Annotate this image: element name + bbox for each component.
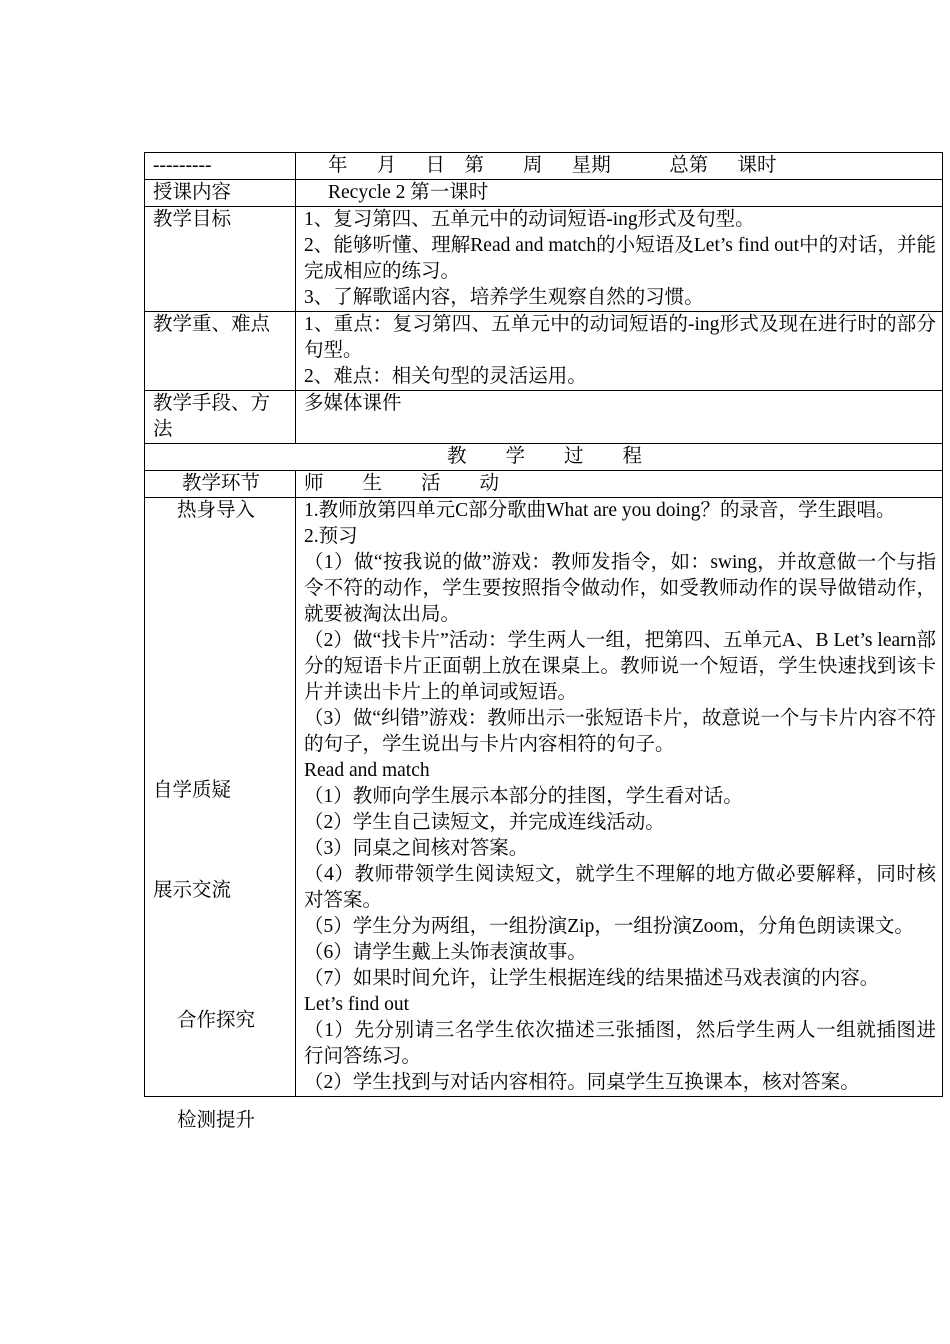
activity-item: （4）教师带领学生阅读短文，就学生不理解的地方做必要解释，同时核对答案。 xyxy=(304,864,936,911)
topic-label: 授课内容 xyxy=(145,180,296,207)
activity-item: （2）学生找到与对话内容相符。同桌学生互换课本，核对答案。 xyxy=(304,1072,860,1093)
process-header-row xyxy=(145,471,943,498)
process-title-row xyxy=(145,444,943,471)
steps-cell xyxy=(145,498,296,1131)
step-label: 展示交流 xyxy=(153,880,232,901)
activity-item: （5）学生分为两组，一组扮演Zip，一组扮演Zoom，分角色朗读课文。 xyxy=(304,916,914,937)
activity-item: （1）先分别请三名学生依次描述三张插图，然后学生两人一组就插图进行问答练习。 xyxy=(304,1020,936,1067)
method-value: 多媒体课件 xyxy=(296,391,943,444)
goal-item: 3、了解歌谣内容，培养学生观察自然的习惯。 xyxy=(304,287,704,308)
step-label: 自学质疑 xyxy=(153,780,232,801)
goals-list xyxy=(296,207,943,312)
goals-label: 教学目标 xyxy=(145,207,296,312)
method-row xyxy=(145,391,943,444)
process-title: 教 学 过 程 xyxy=(145,444,943,471)
activity-item: （7）如果时间允许，让学生根据连线的结果描述马戏表演的内容。 xyxy=(304,968,880,989)
activity-item: （6）请学生戴上头饰表演故事。 xyxy=(304,942,587,963)
topic-value: Recycle 2 第一课时 xyxy=(296,180,943,207)
activity-item: 1.教师放第四单元C部分歌曲What are you doing？的录音，学生跟唱。 xyxy=(304,500,896,521)
activity-item: 2.预习 xyxy=(304,526,358,547)
process-body-row xyxy=(145,498,943,1097)
method-label: 教学手段、方法 xyxy=(145,391,296,444)
key-points-row xyxy=(145,312,943,391)
activity-item: （3）做“纠错”游戏：教师出示一张短语卡片，故意说一个与卡片内容不符的句子，学生说出与卡片内容相符的句子。 xyxy=(304,708,936,755)
activity-item: Let’s find out xyxy=(304,994,410,1015)
key-point-item: 1、重点：复习第四、五单元中的动词短语的-ing形式及现在进行时的部分句型。 xyxy=(304,314,936,361)
lesson-plan-table xyxy=(144,152,943,1131)
topic-row xyxy=(145,180,943,207)
process-col1: 教学环节 xyxy=(145,471,296,498)
activity-item: Read and match xyxy=(304,760,430,781)
key-points-list xyxy=(296,312,943,391)
activity-item: （1）做“按我说的做”游戏：教师发指令，如：swing，并故意做一个与指令不符的动作，学生要按照指令做动作，如受教师动作的误导做错动作，就要被淘汰出局。 xyxy=(304,552,936,625)
header-row xyxy=(145,153,943,180)
activity-item: （2）学生自己读短文，并完成连线活动。 xyxy=(304,812,665,833)
header-left: --------- xyxy=(145,153,296,180)
activity-item: （2）做“找卡片”活动：学生两人一组，把第四、五单元A、B Let’s learn部分的短语卡片正面朝上放在课桌上。教师说一个短语，学生快速找到该卡片并读出卡片上的单词或短语。 xyxy=(304,630,936,703)
step-label: 检测提升 xyxy=(177,1110,256,1131)
key-point-item: 2、难点：相关句型的灵活运用。 xyxy=(304,366,587,387)
goal-item: 1、复习第四、五单元中的动词短语-ing形式及句型。 xyxy=(304,209,755,230)
activity-item: （3）同桌之间核对答案。 xyxy=(304,838,529,859)
date-line: 年 月 日 第 周 星期 总第 课时 xyxy=(296,153,943,180)
process-col2: 师 生 活 动 xyxy=(296,471,943,498)
goals-row xyxy=(145,207,943,312)
activity-item: （1）教师向学生展示本部分的挂图，学生看对话。 xyxy=(304,786,743,807)
step-label: 合作探究 xyxy=(177,1010,256,1031)
step-label: 热身导入 xyxy=(177,500,256,521)
goal-item: 2、能够听懂、理解Read and match的小短语及Let’s find out中的对话，并能完成相应的练习。 xyxy=(304,235,936,282)
activities-list xyxy=(296,498,943,1097)
key-points-label: 教学重、难点 xyxy=(145,312,296,391)
